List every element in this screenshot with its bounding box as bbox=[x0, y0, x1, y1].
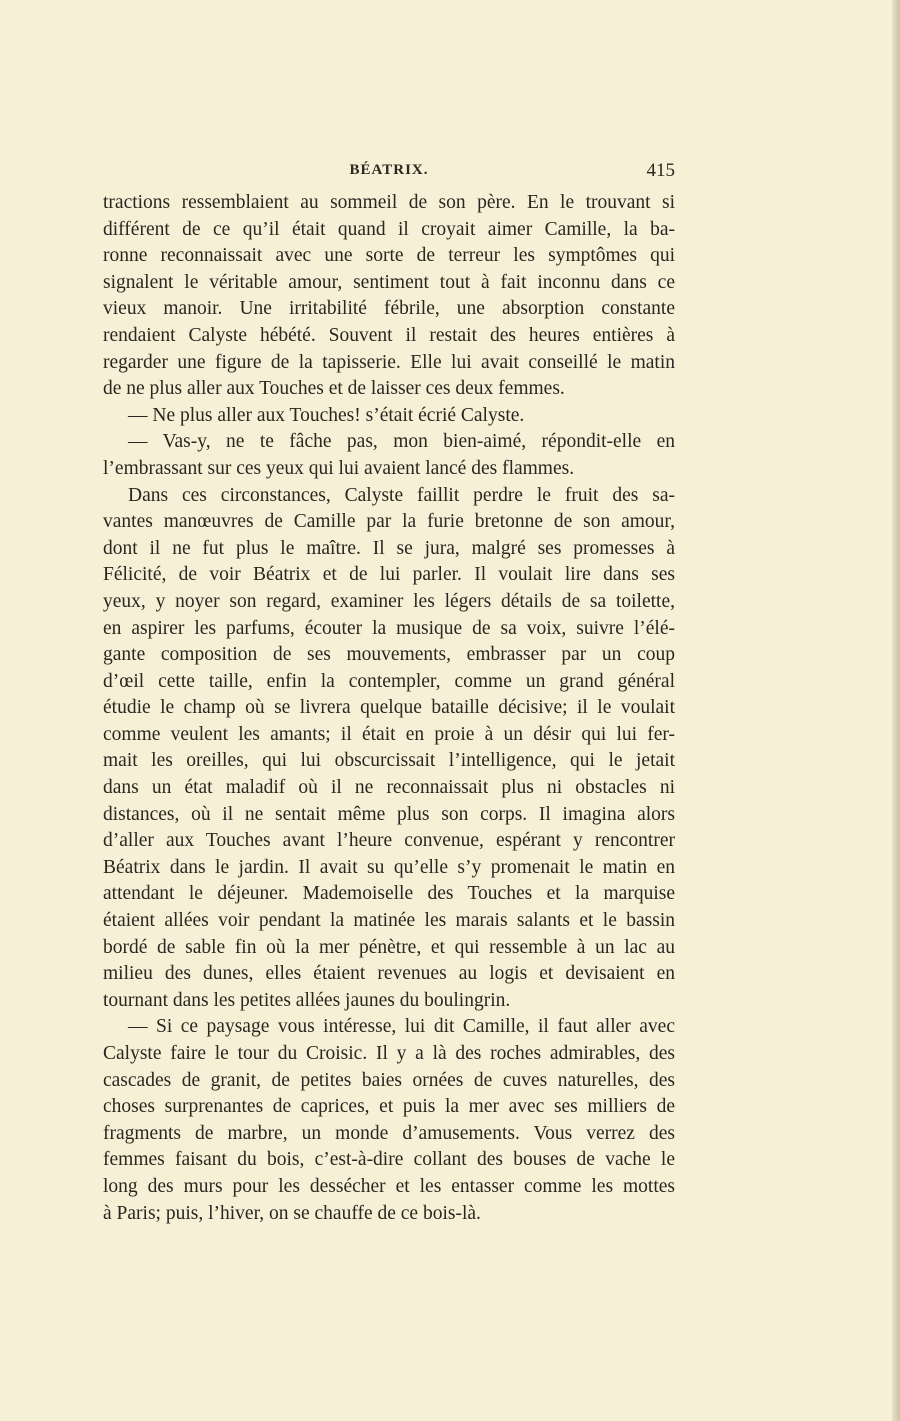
text-line: fragments de marbre, un monde d’amusements. Vous verrez des bbox=[103, 1122, 675, 1144]
text-line: attendant le déjeuner. Mademoiselle des Touches et la marquise bbox=[103, 883, 675, 905]
text-line: Félicité, de voir Béatrix et de lui parler. Il voulait lire dans ses bbox=[103, 564, 675, 586]
text-line: distances, où il ne sentait même plus son corps. Il imagina alors bbox=[103, 803, 675, 825]
text-line: — Vas-y, ne te fâche pas, mon bien-aimé, répondit-elle en bbox=[128, 431, 675, 453]
text-line: mait les oreilles, qui lui obscurcissait l’intelligence, qui le jetait bbox=[103, 750, 675, 772]
text-line: rendaient Calyste hébété. Souvent il restait des heures entières à bbox=[103, 324, 675, 346]
text-line: comme veulent les amants; il était en proie à un désir qui lui fer- bbox=[103, 723, 675, 745]
text-line: choses surprenantes de caprices, et puis la mer avec ses milliers de bbox=[103, 1096, 675, 1118]
text-line: en aspirer les parfums, écouter la musique de sa voix, suivre l’élé- bbox=[103, 617, 675, 639]
text-line: cascades de granit, de petites baies ornées de cuves naturelles, des bbox=[103, 1069, 675, 1091]
text-line: ronne reconnaissait avec une sorte de terreur les symptômes qui bbox=[103, 245, 675, 267]
text-line: tournant dans les petites allées jaunes du boulingrin. bbox=[103, 989, 511, 1011]
text-line: — Ne plus aller aux Touches! s’était écrié Calyste. bbox=[128, 404, 525, 426]
text-line: milieu des dunes, elles étaient revenues au logis et devisaient en bbox=[103, 963, 675, 985]
text-line: Dans ces circonstances, Calyste faillit perdre le fruit des sa- bbox=[128, 484, 675, 506]
text-line: long des murs pour les dessécher et les entasser comme les mottes bbox=[103, 1175, 675, 1197]
text-line: vieux manoir. Une irritabilité fébrile, une absorption constante bbox=[103, 298, 675, 320]
text-line: femmes faisant du bois, c’est-à-dire collant des bouses de vache le bbox=[103, 1149, 675, 1171]
page-number: 415 bbox=[646, 160, 675, 181]
text-line: regarder une figure de la tapisserie. Elle lui avait conseillé le matin bbox=[103, 351, 675, 373]
text-line: gante composition de ses mouvements, embrasser par un coup bbox=[103, 644, 675, 666]
text-line: — Si ce paysage vous intéresse, lui dit Camille, il faut aller avec bbox=[128, 1016, 675, 1038]
text-line: yeux, y noyer son regard, examiner les légers détails de sa toilette, bbox=[103, 590, 675, 612]
running-title: BÉATRIX. bbox=[349, 162, 429, 178]
text-line: vantes manœuvres de Camille par la furie bretonne de son amour, bbox=[103, 511, 675, 533]
text-line: dans un état maladif où il ne reconnaissait plus ni obstacles ni bbox=[103, 777, 675, 799]
text-line: étudie le champ où se livrera quelque bataille décisive; il le voulait bbox=[103, 697, 675, 719]
text-line: signalent le véritable amour, sentiment tout à fait inconnu dans ce bbox=[103, 271, 675, 293]
text-line: l’embrassant sur ces yeux qui lui avaient lancé des flammes. bbox=[103, 457, 575, 479]
page-header bbox=[103, 160, 675, 184]
text-line: Calyste faire le tour du Croisic. Il y a là des roches admirables, des bbox=[103, 1043, 675, 1064]
text-line: de ne plus aller aux Touches et de laisser ces deux femmes. bbox=[103, 378, 565, 400]
text-line: Béatrix dans le jardin. Il avait su qu’elle s’y promenait le matin en bbox=[103, 856, 675, 878]
text-line: étaient allées voir pendant la matinée les marais salants et le bassin bbox=[103, 910, 675, 932]
text-line: à Paris; puis, l’hiver, on se chauffe de ce bois-là. bbox=[103, 1202, 481, 1224]
text-line: d’aller aux Touches avant l’heure convenue, espérant y rencontrer bbox=[103, 830, 675, 852]
text-line: bordé de sable fin où la mer pénètre, et qui ressemble à un lac au bbox=[103, 936, 675, 958]
page-edge bbox=[892, 0, 900, 1421]
text-line: tractions ressemblaient au sommeil de son père. En le trouvant si bbox=[103, 192, 675, 213]
page-body-text bbox=[103, 190, 675, 1227]
text-line: différent de ce qu’il était quand il croyait aimer Camille, la ba- bbox=[103, 218, 675, 240]
text-line: d’œil cette taille, enfin la contempler, comme un grand général bbox=[103, 670, 675, 692]
text-line: dont il ne fut plus le maître. Il se jura, malgré ses promesses à bbox=[103, 537, 675, 559]
